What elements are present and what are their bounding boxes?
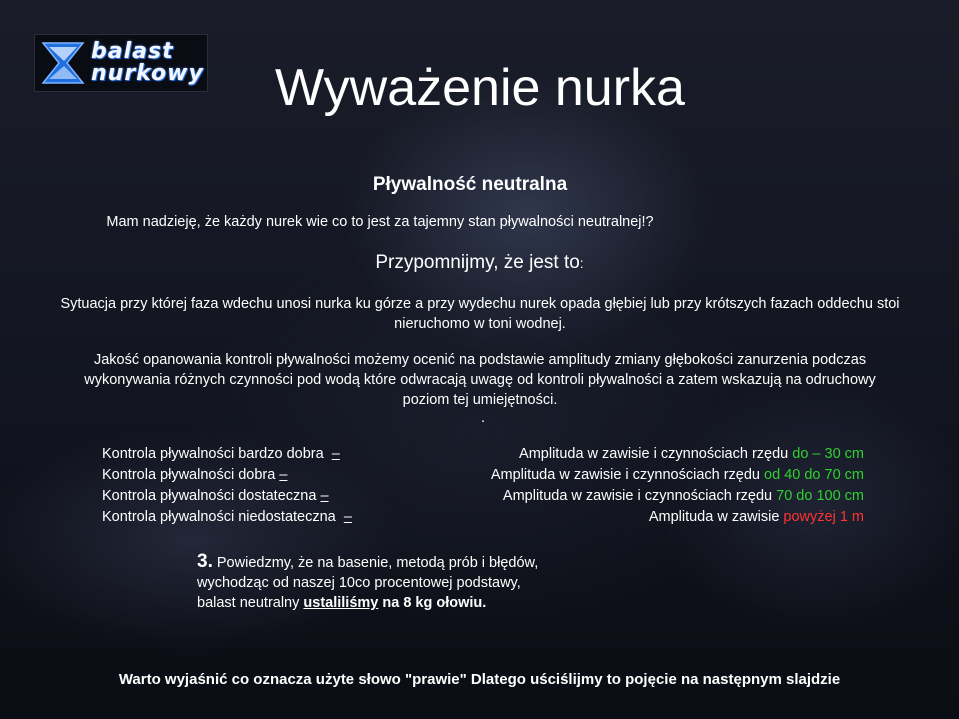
reminder-heading (0, 252, 959, 274)
control-label-sufficient: Kontrola pływalności dostateczna – (102, 488, 329, 504)
note-line-1: 3. Powiedzmy, że na basenie, metodą prób i błędów, (197, 551, 539, 572)
hourglass-logo-icon (39, 39, 87, 87)
note-block (197, 552, 538, 613)
control-label-insufficient: Kontrola pływalności niedostateczna – (102, 509, 352, 525)
amplitude-value: 70 do 100 cm (776, 488, 864, 504)
amplitude-value: powyżej 1 m (783, 509, 864, 525)
reminder-colon: : (579, 255, 584, 271)
amplitude-value: od 40 do 70 cm (764, 467, 864, 483)
slide-title: Wyważenie nurka (275, 59, 685, 117)
note-number: 3. (197, 551, 213, 572)
control-label-very-good: Kontrola pływalności bardzo dobra – (102, 446, 340, 462)
separator-dot: . (480, 410, 486, 426)
footer-note: Warto wyjaśnić co oznacza użyte słowo "prawie" Dlatego uściślijmy to pojęcie na następnym slajdzie (118, 671, 841, 688)
assessment-paragraph: Jakość opanowania kontroli pływalności możemy ocenić na podstawie amplitudy zmiany głębokości zanurzenia podczas wykonywania różnych czynności pod wodą które odwracają uwagę od kontroli pływalności a zatem wskazują na odruchowy poziom tej umiejętności. (84, 352, 876, 408)
note-bold-text: na 8 kg ołowiu. (378, 595, 487, 611)
amplitude-good: Amplituda w zawisie i czynnościach rzędu od 40 do 70 cm (490, 467, 864, 483)
amplitude-sufficient: Amplituda w zawisie i czynnościach rzędu 70 do 100 cm (502, 488, 864, 504)
note-line-3: balast neutralny ustaliliśmy na 8 kg ołowiu. (197, 595, 487, 611)
section-subtitle: Pływalność neutralna (372, 174, 568, 195)
dash: – (279, 467, 288, 483)
dash: – (343, 509, 352, 525)
amplitude-very-good: Amplituda w zawisie i czynnościach rzędu do – 30 cm (519, 446, 864, 462)
logo-text-top: balast (91, 39, 174, 64)
definition-paragraph: Sytuacja przy której faza wdechu unosi nurka ku górze a przy wydechu nurek opada głębiej lub przy krótszych fazach oddechu stoi nieruchomo w toni wodnej. (60, 296, 900, 332)
logo-text-bottom: nurkowy (91, 61, 204, 86)
reminder-text: Przypomnijmy, że jest to (375, 252, 580, 273)
dash: – (331, 446, 340, 462)
dash: – (320, 488, 329, 504)
intro-text: Mam nadzieję, że każdy nurek wie co to jest za tajemny stan pływalności neutralnej!? (106, 214, 654, 230)
note-line-2: wychodząc od naszej 10co procentowej podstawy, (197, 575, 521, 591)
note-underlined-word: ustaliliśmy (303, 595, 379, 611)
amplitude-insufficient: Amplituda w zawisie powyżej 1 m (648, 509, 864, 525)
amplitude-value: do – 30 cm (792, 446, 864, 462)
control-label-good: Kontrola pływalności dobra – (102, 467, 288, 483)
logo (34, 34, 208, 92)
